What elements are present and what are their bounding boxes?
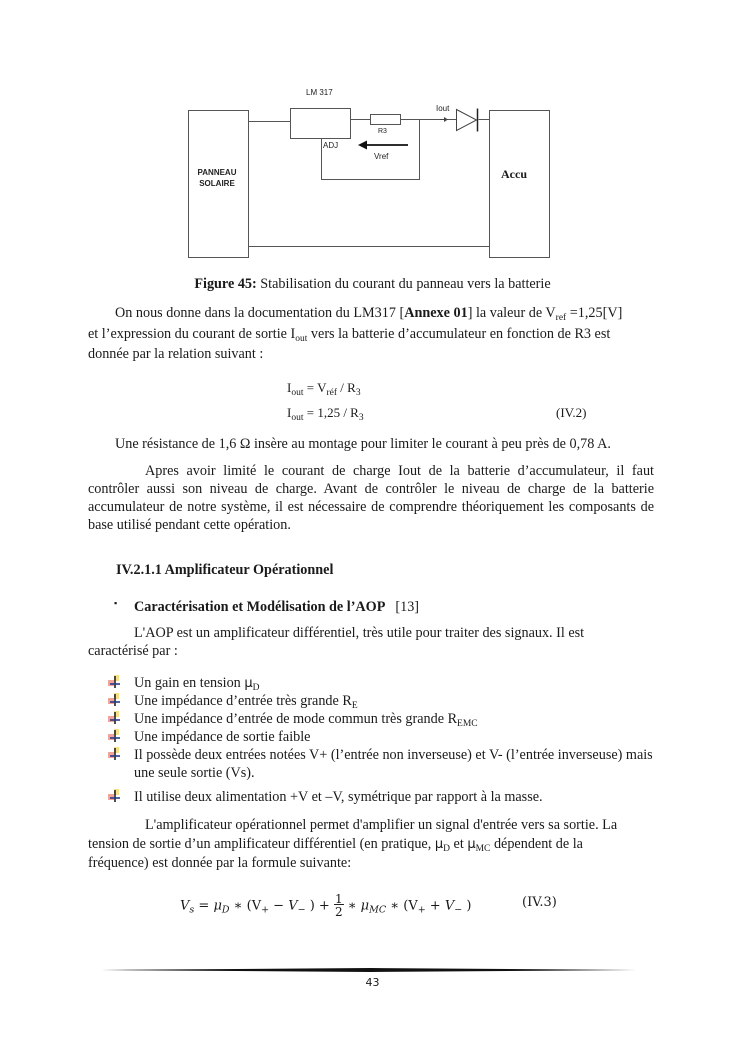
subscript: 3 xyxy=(358,413,364,423)
subscript: out xyxy=(291,413,304,423)
subscript: E xyxy=(351,701,358,711)
equation-number-iv3: (IV.3) xyxy=(522,895,557,910)
subscript: − xyxy=(454,904,463,916)
subsection-heading xyxy=(134,599,419,616)
subscript: ref xyxy=(555,313,567,323)
r3-resistor xyxy=(371,115,401,125)
circuit-diagram xyxy=(0,0,745,280)
eq-text: ∗ (V xyxy=(229,898,262,914)
mu-symbol: μ xyxy=(467,837,476,852)
intro-text: =1,25[V] xyxy=(566,305,623,321)
equation-vs xyxy=(180,893,471,919)
list-item xyxy=(108,788,654,806)
vref-label: Vref xyxy=(374,152,389,161)
adj-label: ADJ xyxy=(323,141,339,150)
bullet-anchor-icon xyxy=(108,711,122,725)
eq-text: ∗ μ xyxy=(343,898,370,914)
subscript: EMC xyxy=(457,719,478,729)
bullet-anchor-icon xyxy=(108,747,122,761)
subscript: MC xyxy=(369,904,387,916)
subscript: réf xyxy=(326,388,338,398)
section-heading: IV.2.1.1 Amplificateur Opérationnel xyxy=(116,562,334,578)
intro-text: et l’expression du courant de sortie I xyxy=(88,326,296,342)
paragraph-vs-line-1: L'amplificateur opérationnel permet d'amplifier un signal d'entrée vers sa sortie. La xyxy=(145,817,618,833)
diode-symbol xyxy=(457,109,478,132)
paragraph-vs-line-3: fréquence) est donnée par la formule suivante: xyxy=(88,855,352,871)
equation-iout-value xyxy=(287,405,364,421)
eq-text: = μ xyxy=(194,898,222,914)
resistance-note: Une résistance de 1,6 Ω insère au montage pour limiter le courant à peu près de 0,78 A. xyxy=(115,436,611,452)
intro-line-2 xyxy=(88,326,610,343)
list-item-label: Il possède deux entrées notées V+ (l’entrée non inverseuse) et V- (l’entrée inverseuse) mais une seule sortie (Vs). xyxy=(134,747,653,781)
bullet-anchor-icon xyxy=(108,693,122,707)
subscript: + xyxy=(417,904,426,916)
eq-text: = 1,25 / R xyxy=(303,405,359,420)
bullet-anchor-icon xyxy=(108,675,122,689)
list-item-label: Un gain en tension xyxy=(134,675,245,691)
r3-label: R3 xyxy=(378,128,387,135)
eq-text: I xyxy=(287,380,292,395)
citation-reference: [13] xyxy=(395,599,420,615)
subsection-title: Caractérisation et Modélisation de l’AOP xyxy=(134,599,386,615)
figure-caption xyxy=(0,276,745,293)
list-item-text xyxy=(134,788,654,806)
subscript: out xyxy=(291,388,304,398)
subscript: 3 xyxy=(355,388,361,398)
intro-text: ] la valeur de V xyxy=(467,305,556,321)
square-bullet-icon: ▪ xyxy=(114,598,118,608)
list-item-text xyxy=(134,692,654,710)
list-item-text xyxy=(134,746,654,782)
list-item-label: Une impédance d’entrée de mode commun très grande R xyxy=(134,711,458,727)
list-item-label: Il utilise deux alimentation +V et –V, symétrique par rapport à la masse. xyxy=(134,789,543,805)
equation-iout-vref xyxy=(287,380,361,396)
solar-panel-label-line1: PANNEAU xyxy=(197,168,237,177)
list-item-text xyxy=(134,728,654,746)
paragraph-vs-line-2 xyxy=(88,836,583,853)
list-item-label: Une impédance de sortie faible xyxy=(134,729,311,745)
intro-text: vers la batterie d’accumulateur en fonction de R3 est xyxy=(307,326,611,342)
aop-intro-line-2: caractérisé par : xyxy=(88,643,178,659)
fraction-denominator: 2 xyxy=(334,905,343,919)
intro-line-3: donnée par la relation suivant : xyxy=(88,346,264,362)
vref-arrow xyxy=(358,141,408,150)
fraction-numerator: 1 xyxy=(334,892,343,906)
list-item xyxy=(108,674,654,693)
figure-caption-text: Stabilisation du courant du panneau vers la batterie xyxy=(256,276,551,292)
solar-panel-label xyxy=(193,167,241,189)
battery-label: Accu xyxy=(501,167,527,181)
eq-text: + V xyxy=(425,898,455,914)
para-text: dépendent de la xyxy=(490,836,583,852)
fraction-one-half xyxy=(334,893,344,919)
circuit-diagram-svg xyxy=(0,0,745,280)
subscript: D xyxy=(221,904,230,916)
list-item-label: Une impédance d’entrée très grande R xyxy=(134,693,352,709)
subscript: + xyxy=(261,904,270,916)
iout-label: Iout xyxy=(436,104,450,113)
eq-text: V xyxy=(180,898,190,914)
intro-text: On nous donne dans la documentation du LM317 [ xyxy=(115,305,405,321)
equation-number-iv2: (IV.2) xyxy=(556,405,587,420)
lm317-box xyxy=(291,109,351,139)
eq-text: ∗ (V xyxy=(386,898,418,914)
para-text: et xyxy=(449,836,468,852)
solar-panel-label-line2: SOLAIRE xyxy=(199,179,235,188)
aop-intro-line-1: L'AOP est un amplificateur différentiel, très utile pour traiter des signaux. Il est xyxy=(134,625,585,641)
subscript: s xyxy=(189,904,195,916)
list-item xyxy=(108,692,654,710)
battery-box xyxy=(490,111,550,258)
paragraph-charge-control: Apres avoir limité le courant de charge Iout de la batterie d’accumulateur, il faut contrôler aussi son niveau de charge. Avant de contrôler le niveau de charge de la batterie accumulateur de notre système, il est nécessaire de comprendre théoriquement les composants de base utilisé pendant cette opération. xyxy=(88,463,654,533)
list-item-text xyxy=(134,710,654,728)
subscript: D xyxy=(252,683,260,693)
list-item xyxy=(108,746,654,782)
mu-symbol: μ xyxy=(434,837,444,852)
list-item-text xyxy=(134,674,654,693)
para-text: tension de sortie d’un amplificateur différentiel (en pratique, xyxy=(88,836,435,852)
eq-text: − V xyxy=(269,898,298,914)
eq-text: / R xyxy=(337,380,356,395)
eq-text: = V xyxy=(303,380,327,395)
bullet-anchor-icon xyxy=(108,729,122,743)
eq-text: I xyxy=(287,405,292,420)
bullet-anchor-icon xyxy=(108,789,122,803)
footer-rule xyxy=(101,968,641,972)
figure-caption-number: Figure 45: xyxy=(194,276,257,292)
list-item xyxy=(108,728,654,746)
eq-text: ) xyxy=(462,898,472,914)
lm317-label: LM 317 xyxy=(306,88,333,97)
intro-line-1 xyxy=(115,305,622,322)
page-number: 43 xyxy=(365,976,380,989)
eq-text: ) + xyxy=(305,898,334,914)
subscript: D xyxy=(443,844,450,854)
list-item xyxy=(108,710,654,728)
annexe-reference: Annexe 01 xyxy=(404,305,468,321)
subscript: MC xyxy=(475,844,491,854)
iout-arrow xyxy=(440,117,448,122)
mu-symbol: μ xyxy=(244,676,253,691)
subscript: − xyxy=(297,904,306,916)
subscript: out xyxy=(295,334,308,344)
